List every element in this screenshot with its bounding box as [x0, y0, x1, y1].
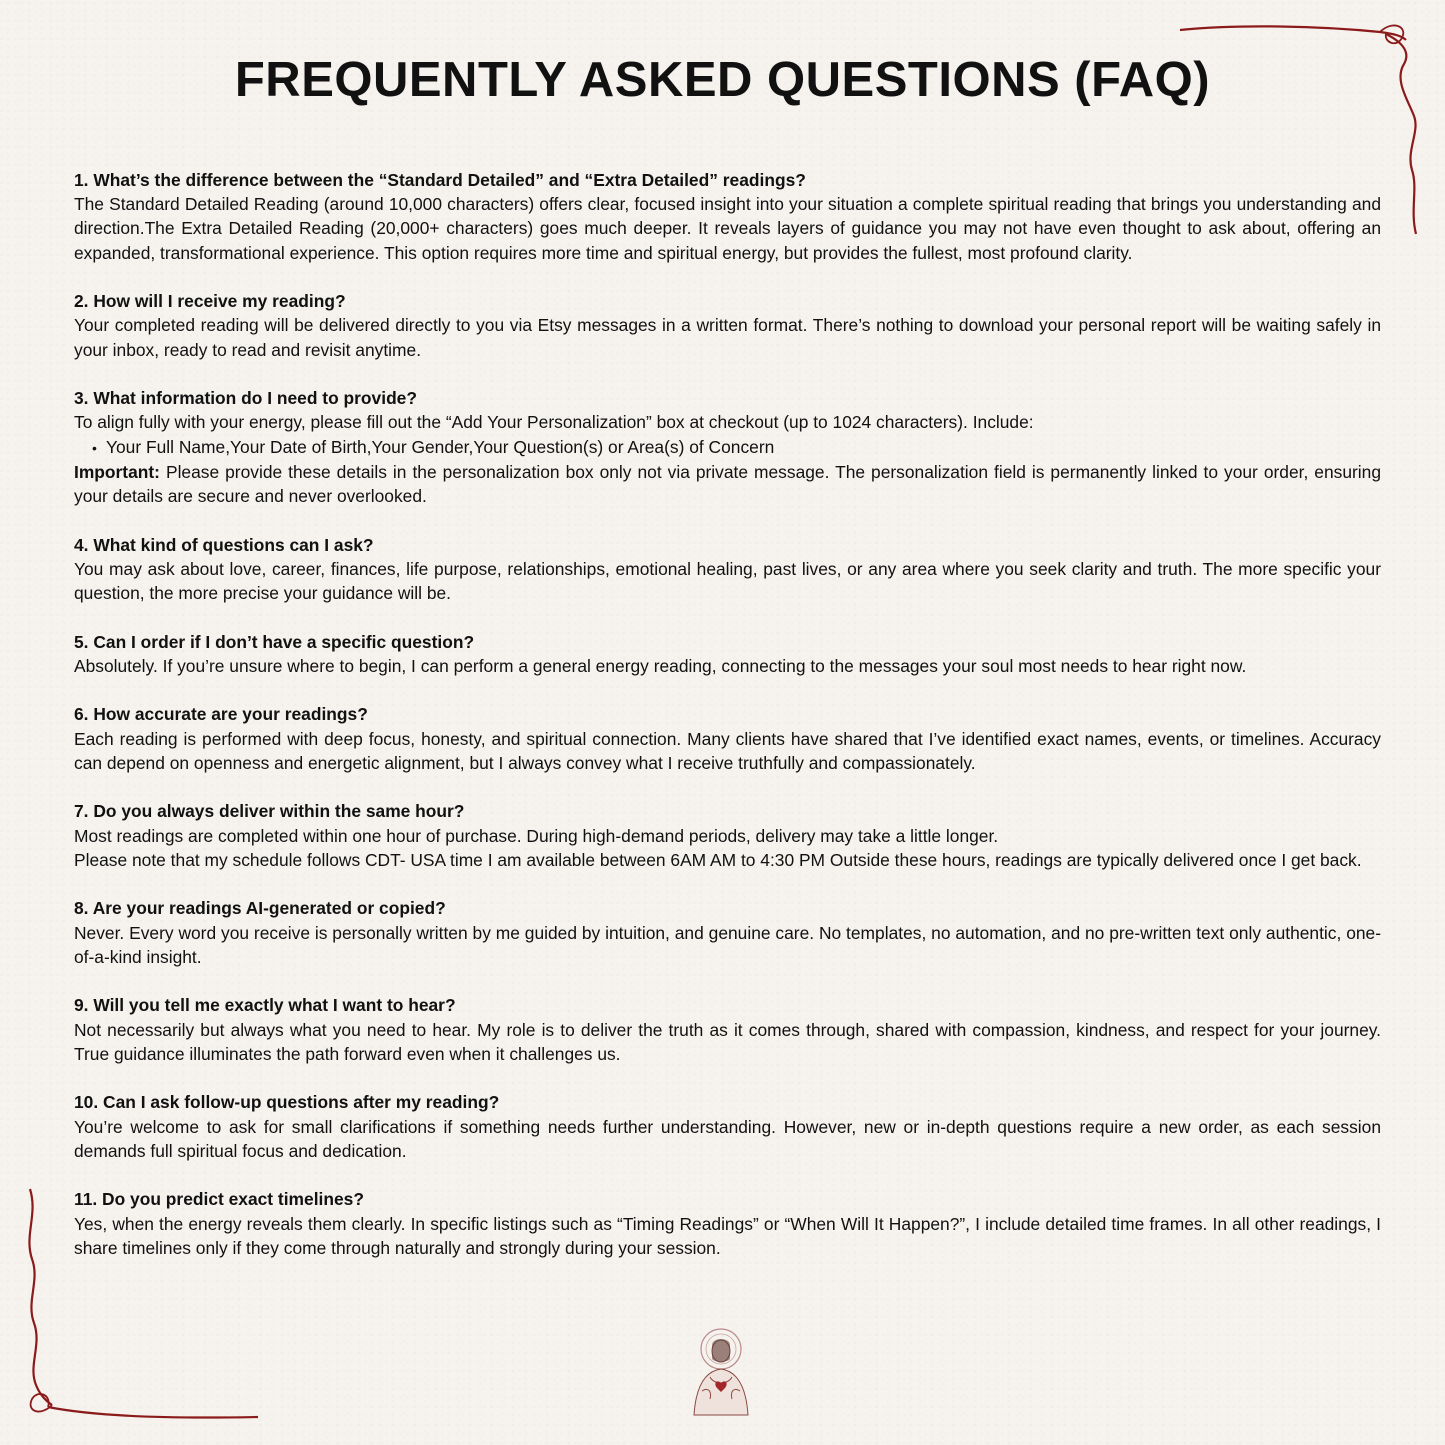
bullet-item [74, 435, 1381, 460]
faq-answer-note: Please note that my schedule follows CDT- USA time I am available between 6AM AM to 4:30 PM Outside these hours, readings are typically delivered once I get back. [74, 849, 1362, 870]
faq-question: 4. What kind of questions can I ask? [74, 534, 374, 555]
faq-question: 5. Can I order if I don’t have a specific question? [74, 631, 475, 652]
faq-answer: The Standard Detailed Reading (around 10,000 characters) offers clear, focused insight into your situation a complete spiritual reading that brings you understanding and direction.The Extra Detailed Reading (20,000+ characters) goes much deeper. It reveals layers of guidance you may not have even thought to ask about, offering an expanded, transformational experience. This option requires more time and spiritual energy, but provides the fullest, most profound clarity. [74, 194, 1381, 263]
faq-answer: Not necessarily but always what you need to hear. My role is to deliver the truth as it comes through, shared with compassion, kindness, and respect for your journey. True guidance illuminates the path forward even when it challenges us. [74, 1019, 1381, 1064]
faq-answer: Absolutely. If you’re unsure where to begin, I can perform a general energy reading, connecting to the messages your soul most needs to hear right now. [74, 655, 1247, 676]
faq-item-5 [74, 630, 1381, 678]
faq-question: 1. What’s the difference between the “Standard Detailed” and “Extra Detailed” readings? [74, 170, 806, 190]
faq-answer: Each reading is performed with deep focus, honesty, and spiritual connection. Many clients have shared that I’ve identified exact names, events, or timelines. Accuracy can depend on openness and energetic alignment, but I always convey what I receive truthfully and compassionately. [74, 728, 1381, 773]
faq-question: 8. Are your readings AI-generated or copied? [74, 898, 446, 919]
important-text: Please provide these details in the personalization box only not via private message. The personalization field is permanently linked to your order, ensuring your details are secure and never overlooked. [74, 461, 1381, 507]
faq-item-4 [74, 533, 1381, 606]
faq-answer: You’re welcome to ask for small clarifications if something needs further understanding. However, new or in-depth questions require a new order, as each session demands full spiritual focus and dedication. [74, 1116, 1381, 1161]
faq-item-6 [74, 702, 1381, 775]
faq-question: 11. Do you predict exact timelines? [74, 1189, 364, 1210]
faq-item-11 [74, 1187, 1381, 1260]
sacred-heart-emblem-icon [682, 1325, 760, 1417]
faq-item-7 [74, 799, 1381, 872]
faq-item-10 [74, 1090, 1381, 1163]
faq-question: 3. What information do I need to provide? [74, 388, 417, 409]
faq-item-1 [74, 168, 1381, 265]
faq-answer: Your completed reading will be delivered directly to you via Etsy messages in a written format. There’s nothing to download your personal report will be waiting safely in your inbox, ready to read and revisit anytime. [74, 315, 1381, 360]
faq-answer: To align fully with your energy, please fill out the “Add Your Personalization” box at checkout (up to 1024 characters). Include: [74, 412, 1034, 433]
faq-question: 9. Will you tell me exactly what I want to hear? [74, 995, 456, 1016]
important-label: Important: [74, 461, 160, 482]
faq-answer: Yes, when the energy reveals them clearly. In specific listings such as “Timing Readings” or “When Will It Happen?”, I include detailed time frames. In all other readings, I share timelines only if they come through naturally and strongly during your session. [74, 1213, 1381, 1258]
bullet-dot-icon: • [92, 439, 97, 456]
faq-item-3 [74, 386, 1381, 508]
bullet-text: Your Full Name,Your Date of Birth,Your Gender,Your Question(s) or Area(s) of Concern [106, 436, 775, 457]
faq-answer: Most readings are completed within one hour of purchase. During high-demand periods, delivery may take a little longer. [74, 825, 999, 846]
important-note [74, 460, 1381, 508]
faq-question: 6. How accurate are your readings? [74, 704, 368, 725]
faq-item-9 [74, 993, 1381, 1066]
faq-question: 2. How will I receive my reading? [74, 291, 346, 312]
faq-list [74, 168, 1381, 1284]
faq-item-8 [74, 896, 1381, 969]
faq-question: 7. Do you always deliver within the same hour? [74, 801, 465, 822]
faq-answer: You may ask about love, career, finances, life purpose, relationships, emotional healing, past lives, or any area where you seek clarity and truth. The more specific your question, the more precise your guidance will be. [74, 558, 1381, 604]
page-title: FREQUENTLY ASKED QUESTIONS (FAQ) [234, 53, 1211, 107]
faq-question: 10. Can I ask follow-up questions after my reading? [74, 1092, 500, 1113]
faq-answer: Never. Every word you receive is personally written by me guided by intuition, and genuine care. No templates, no automation, and no pre-written text only authentic, one-of-a-kind insight. [74, 922, 1381, 967]
faq-item-2 [74, 289, 1381, 362]
